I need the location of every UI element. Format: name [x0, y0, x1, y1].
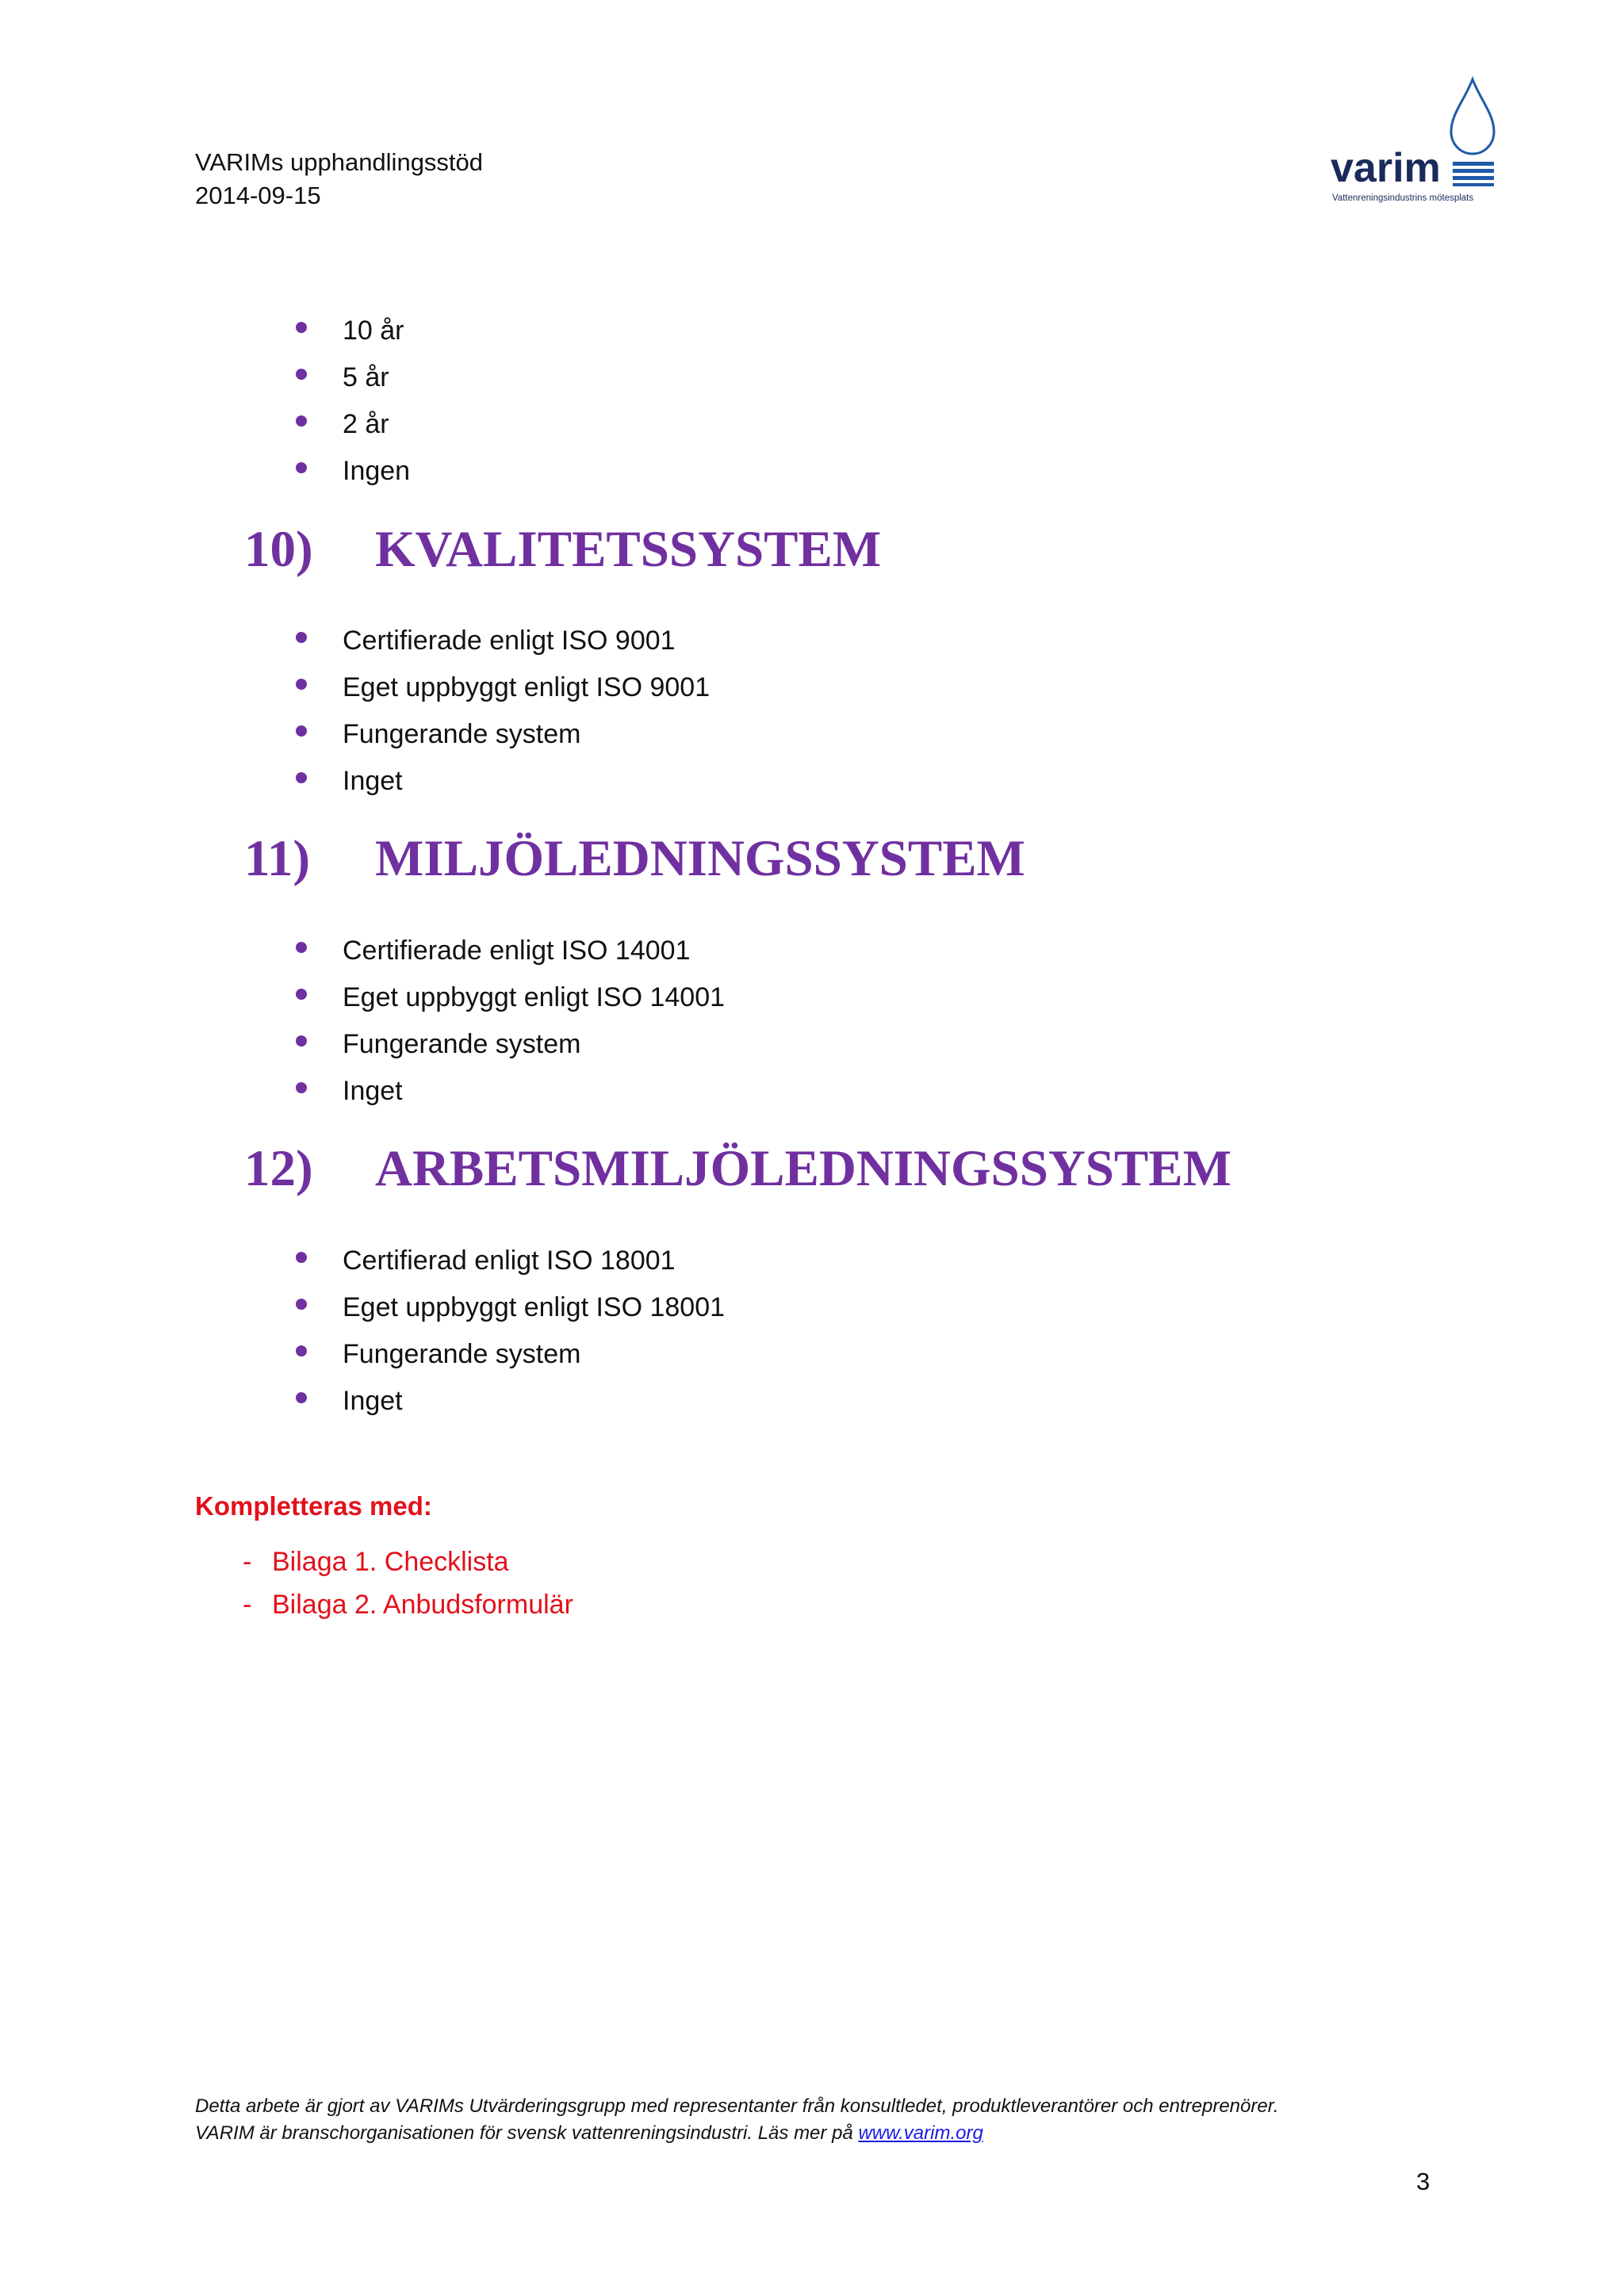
list-item: Eget uppbyggt enligt ISO 18001 — [0, 1284, 725, 1331]
list-item: 2 år — [0, 401, 410, 448]
list-item: 5 år — [0, 354, 410, 401]
footer-line-2: VARIM är branschorganisationen för svensk vattenreningsindustri. Läs mer på www.varim.org — [195, 2122, 983, 2144]
varim-website-link[interactable]: www.varim.org — [858, 2122, 983, 2144]
header-title: VARIMs upphandlingsstöd — [195, 148, 484, 176]
kompletteras-heading: Kompletteras med: — [195, 1491, 432, 1521]
list-item: Inget — [0, 758, 710, 805]
list-item: 10 år — [0, 308, 410, 354]
intro-list — [0, 308, 410, 495]
list-item: Eget uppbyggt enligt ISO 14001 — [0, 974, 725, 1021]
bullet-icon — [296, 725, 307, 737]
section-list-kvalitetssystem — [0, 618, 710, 805]
footer-line-1: Detta arbete är gjort av VARIMs Utvärderingsgrupp med representanter från konsultledet, produktleverantörer och entreprenörer. — [195, 2095, 1279, 2117]
list-item: Certifierade enligt ISO 9001 — [0, 618, 710, 664]
logo-wordmark: varim — [1331, 145, 1441, 191]
list-item: Ingen — [0, 448, 410, 495]
bullet-icon — [296, 942, 307, 953]
water-drop-icon — [1451, 79, 1494, 154]
varim-logo — [1326, 76, 1524, 211]
bullet-icon — [296, 1252, 307, 1263]
list-item: Certifierad enligt ISO 18001 — [0, 1238, 725, 1284]
bullet-icon — [296, 322, 307, 333]
list-item: Fungerande system — [0, 711, 710, 758]
list-item: Fungerande system — [0, 1331, 725, 1378]
section-list-arbetsmiljoledningssystem — [0, 1238, 725, 1425]
logo-tagline: Vattenreningsindustrins mötesplats — [1332, 193, 1474, 203]
dash-icon: - — [243, 1547, 252, 1577]
bullet-icon — [296, 462, 307, 473]
attachment-list — [0, 1540, 573, 1626]
list-item: Certifierade enligt ISO 14001 — [0, 928, 725, 974]
bullet-icon — [296, 1082, 307, 1093]
bullet-icon — [296, 415, 307, 427]
bullet-icon — [296, 1299, 307, 1310]
bullet-icon — [296, 1392, 307, 1403]
page-number: 3 — [1416, 2168, 1431, 2195]
page-header — [195, 146, 483, 212]
bullet-icon — [296, 369, 307, 380]
section-heading-miljoledningssystem: 11) MILJÖLEDNINGSSYSTEM — [244, 830, 1025, 887]
section-heading-arbetsmiljoledningssystem: 12) ARBETSMILJÖLEDNINGSSYSTEM — [244, 1140, 1231, 1197]
attachment-item: - Bilaga 2. Anbudsformulär — [0, 1583, 573, 1626]
bullet-icon — [296, 1345, 307, 1357]
header-date: 2014-09-15 — [195, 182, 321, 209]
section-heading-kvalitetssystem: 10) KVALITETSSYSTEM — [244, 521, 882, 578]
page-footer — [195, 2093, 1279, 2147]
bullet-icon — [296, 679, 307, 690]
list-item: Fungerande system — [0, 1021, 725, 1068]
list-item: Inget — [0, 1378, 725, 1425]
bullet-icon — [296, 989, 307, 1000]
section-list-miljoledningssystem — [0, 928, 725, 1115]
list-item: Inget — [0, 1068, 725, 1115]
water-waves-icon — [1453, 162, 1494, 186]
bullet-icon — [296, 632, 307, 643]
bullet-icon — [296, 772, 307, 783]
dash-icon: - — [243, 1590, 252, 1620]
bullet-icon — [296, 1035, 307, 1047]
list-item: Eget uppbyggt enligt ISO 9001 — [0, 664, 710, 711]
attachment-item: - Bilaga 1. Checklista — [0, 1540, 573, 1583]
